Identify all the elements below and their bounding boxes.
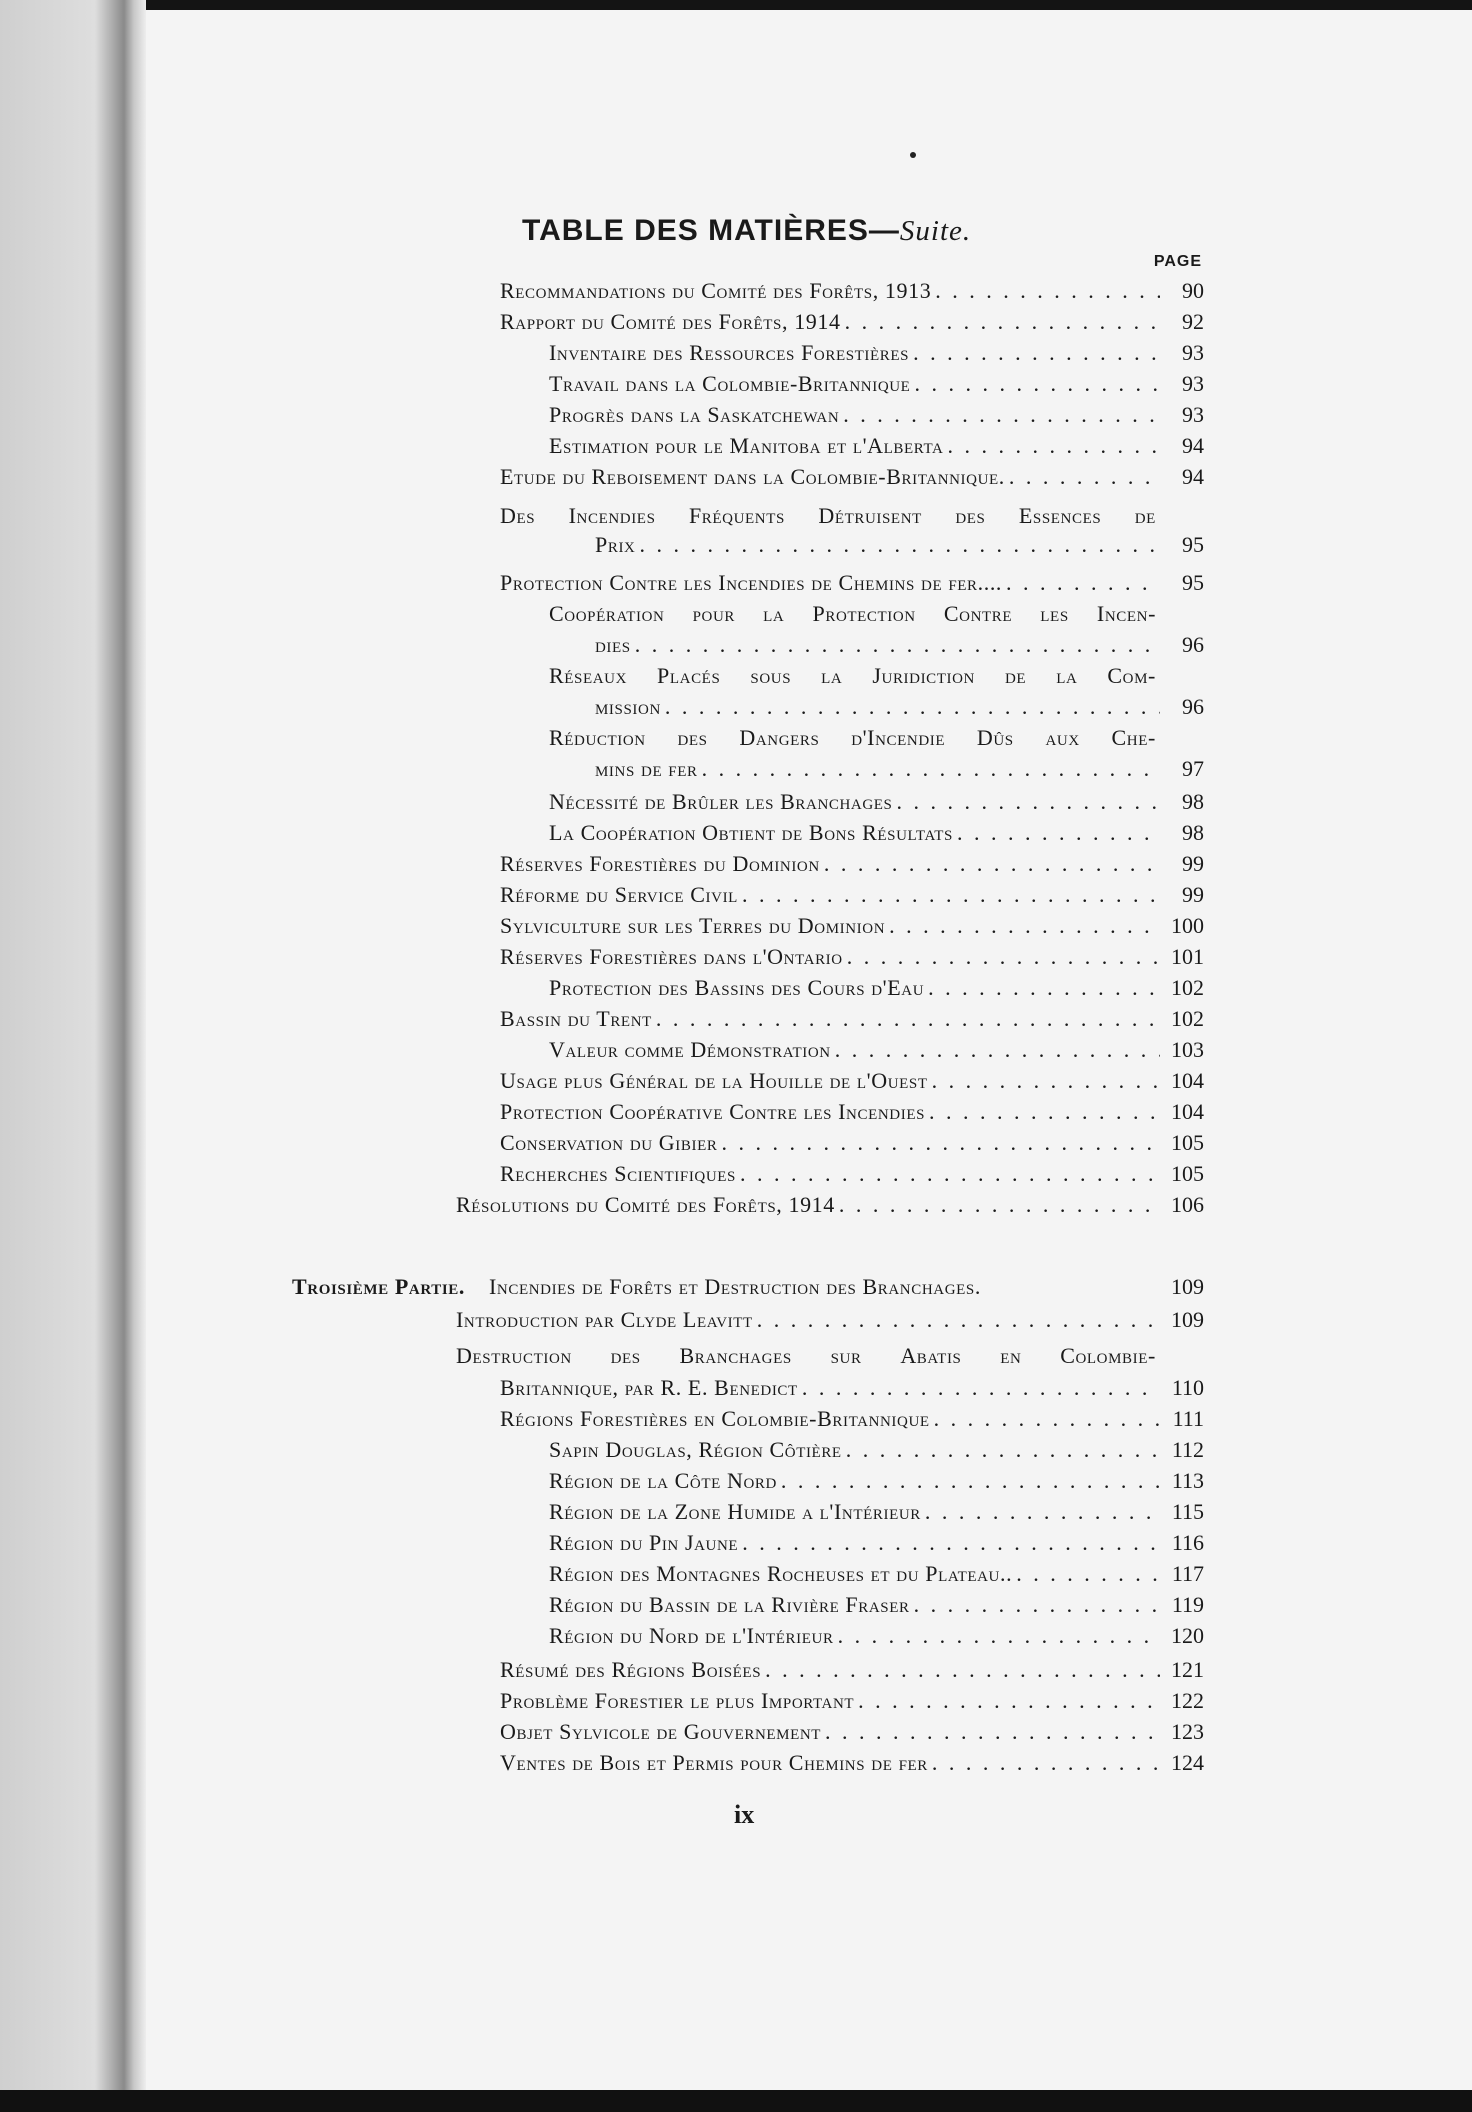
toc-entry-label: Britannique, par R. E. Benedict: [500, 1375, 798, 1400]
toc-entry-page: 96: [1182, 694, 1204, 719]
toc-entry-label: Réserves Forestières dans l'Ontario: [500, 944, 843, 969]
toc-entry[interactable]: [595, 754, 1204, 784]
toc-entry-label: Région de la Côte Nord: [549, 1468, 777, 1493]
toc-entry-label: Valeur comme Démonstration: [549, 1037, 831, 1062]
toc-entry[interactable]: [500, 1004, 1204, 1034]
toc-entry-page: 92: [1182, 309, 1204, 334]
toc-entry-page: 122: [1171, 1688, 1204, 1713]
toc-entry-label: Sapin Douglas, Région Côtière: [549, 1437, 842, 1462]
part-title: Incendies de Forêts et Destruction des Branchages.: [488, 1274, 981, 1299]
toc-entry-label: Région du Nord de l'Intérieur: [549, 1623, 834, 1648]
toc-entry[interactable]: [500, 568, 1204, 598]
toc-entry-label: Rapport du Comité des Forêts, 1914: [500, 309, 841, 334]
leader-dots: [656, 1004, 1160, 1034]
leader-dots: [740, 1159, 1160, 1189]
leader-dots: [847, 942, 1160, 972]
leader-dots: [889, 911, 1160, 941]
toc-entry-label: Progrès dans la Saskatchewan: [549, 402, 840, 427]
leader-dots: [639, 530, 1160, 560]
toc-entry[interactable]: [549, 787, 1204, 817]
leader-dots: [929, 1097, 1160, 1127]
toc-entry[interactable]: [549, 431, 1204, 461]
leader-dots: [925, 1497, 1160, 1527]
toc-entry[interactable]: [595, 692, 1204, 722]
toc-entry-label: Problème Forestier le plus Important: [500, 1688, 855, 1713]
toc-entry-first-line: Réseaux Placés sous la Juridiction de la Com-: [549, 663, 1156, 688]
leader-dots: [896, 787, 1160, 817]
toc-entry-page: 97: [1182, 756, 1204, 781]
toc-entry-label: Région des Montagnes Rocheuses et du Plateau..: [549, 1561, 1013, 1586]
leader-dots: [846, 1435, 1160, 1465]
toc-entry[interactable]: [500, 911, 1204, 941]
toc-entry[interactable]: [500, 462, 1204, 492]
toc-entry[interactable]: [500, 1717, 1204, 1747]
toc-entry-first-line: Réduction des Dangers d'Incendie Dûs aux Che-: [549, 725, 1156, 750]
leader-dots: [932, 1066, 1160, 1096]
toc-entry-page: 93: [1182, 371, 1204, 396]
toc-entry-label: Région du Bassin de la Rivière Fraser: [549, 1592, 910, 1617]
toc-entry-page: 90: [1182, 278, 1204, 303]
leader-dots: [913, 338, 1160, 368]
toc-entry-page: 98: [1182, 789, 1204, 814]
toc-entry-label: La Coopération Obtient de Bons Résultats: [549, 820, 953, 845]
toc-entry[interactable]: [549, 1466, 1204, 1496]
leader-dots: [845, 307, 1160, 337]
toc-entry-first-line: Destruction des Branchages sur Abatis en Colombie-: [456, 1343, 1156, 1368]
toc-entry-page: 113: [1171, 1468, 1204, 1493]
toc-entry-page: 102: [1171, 1006, 1204, 1031]
toc-entry-label: mission: [595, 694, 661, 719]
scan-top-edge: [0, 0, 1472, 10]
toc-entry[interactable]: [500, 1128, 1204, 1158]
leader-dots: [843, 400, 1160, 430]
leader-dots: [935, 276, 1160, 306]
toc-entry-page: 99: [1182, 851, 1204, 876]
toc-entry-label: Estimation pour le Manitoba et l'Alberta: [549, 433, 944, 458]
part-page: 109: [1171, 1274, 1204, 1299]
toc-entry[interactable]: [549, 1528, 1204, 1558]
ink-speck: [910, 152, 916, 158]
toc-entry[interactable]: [500, 1097, 1204, 1127]
part-label: Troisième Partie.: [292, 1274, 465, 1299]
part-heading[interactable]: [292, 1272, 1204, 1302]
toc-entry-page: 119: [1171, 1592, 1204, 1617]
toc-entry-page: 101: [1171, 944, 1204, 969]
toc-entry-page: 94: [1182, 464, 1204, 489]
toc-entry-label: Recommandations du Comité des Forêts, 1913: [500, 278, 932, 303]
toc-entry[interactable]: [549, 1435, 1204, 1465]
toc-entry-label: Protection Coopérative Contre les Incendies: [500, 1099, 926, 1124]
toc-entry[interactable]: [500, 1655, 1204, 1685]
leader-dots: [934, 1404, 1160, 1434]
toc-entry-page: 102: [1171, 975, 1204, 1000]
toc-entry-label: Réforme du Service Civil: [500, 882, 738, 907]
toc-entry-page: 104: [1171, 1068, 1204, 1093]
leader-dots: [825, 1717, 1160, 1747]
toc-entry-label: Prix: [595, 532, 636, 557]
leader-dots: [1009, 462, 1160, 492]
toc-entry[interactable]: [549, 338, 1204, 368]
toc-entry[interactable]: [549, 1621, 1204, 1651]
leader-dots: [765, 1655, 1160, 1685]
toc-entry-first-line: Coopération pour la Protection Contre les Incen-: [549, 601, 1156, 626]
title-suite: Suite.: [899, 215, 972, 247]
toc-entry[interactable]: [500, 1748, 1204, 1778]
toc-entry-page: 98: [1182, 820, 1204, 845]
leader-dots: [742, 880, 1160, 910]
leader-dots: [1006, 568, 1160, 598]
toc-entry-page: 95: [1182, 570, 1204, 595]
toc-entry-label: Inventaire des Ressources Forestières: [549, 340, 910, 365]
leader-dots: [914, 1590, 1160, 1620]
toc-entry-label: Bassin du Trent: [500, 1006, 652, 1031]
toc-entry-page: 93: [1182, 402, 1204, 427]
toc-entry-page: 121: [1171, 1657, 1204, 1682]
toc-entry-label: Réserves Forestières du Dominion: [500, 851, 820, 876]
toc-entry-page: 105: [1171, 1130, 1204, 1155]
leader-dots: [635, 630, 1160, 660]
toc-entry[interactable]: [500, 849, 1204, 879]
toc-entry[interactable]: [549, 1497, 1204, 1527]
leader-dots: [665, 692, 1160, 722]
toc-entry-label: Protection Contre les Incendies de Chemins de fer....: [500, 570, 1003, 595]
toc-entry[interactable]: [500, 307, 1204, 337]
leader-dots: [757, 1305, 1160, 1335]
toc-entry-label: Protection des Bassins des Cours d'Eau: [549, 975, 925, 1000]
toc-entry-label: Sylviculture sur les Terres du Dominion: [500, 913, 886, 938]
leader-dots: [702, 754, 1160, 784]
leader-dots: [839, 1190, 1160, 1220]
toc-entry-page: 100: [1171, 913, 1204, 938]
toc-entry-label: Travail dans la Colombie-Britannique: [549, 371, 911, 396]
toc-entry-label: Objet Sylvicole de Gouvernement: [500, 1719, 822, 1744]
leader-dots: [914, 369, 1160, 399]
leader-dots: [835, 1035, 1160, 1065]
toc-entry[interactable]: [500, 880, 1204, 910]
toc-entry-label: Régions Forestières en Colombie-Britannique: [500, 1406, 930, 1431]
toc-entry[interactable]: [595, 530, 1204, 560]
leader-dots: [928, 973, 1160, 1003]
toc-entry-page: 105: [1171, 1161, 1204, 1186]
toc-entry[interactable]: [549, 369, 1204, 399]
toc-entry-first-line: Des Incendies Fréquents Détruisent des Essences de: [500, 503, 1156, 528]
toc-entry-label: Usage plus Général de la Houille de l'Ouest: [500, 1068, 928, 1093]
toc-entry[interactable]: [500, 1373, 1204, 1403]
scan-bottom-edge: [0, 2090, 1472, 2112]
toc-entry-label: Nécessité de Brûler les Branchages: [549, 789, 893, 814]
toc-entry[interactable]: [500, 1066, 1204, 1096]
toc-entry[interactable]: [549, 973, 1204, 1003]
toc-entry-page: 123: [1171, 1719, 1204, 1744]
leader-dots: [721, 1128, 1160, 1158]
toc-entry[interactable]: [549, 1559, 1204, 1589]
toc-entry[interactable]: [549, 818, 1204, 848]
leader-dots: [802, 1373, 1160, 1403]
leader-dots: [957, 818, 1160, 848]
page-column-header: PAGE: [1153, 253, 1202, 270]
leader-dots: [742, 1528, 1160, 1558]
page-title: [522, 214, 971, 248]
toc-entry-page: 93: [1182, 340, 1204, 365]
toc-entry-page: 99: [1182, 882, 1204, 907]
toc-entry-page: 95: [1182, 532, 1204, 557]
title-dash: —: [868, 214, 900, 247]
leader-dots: [932, 1748, 1160, 1778]
toc-entry-page: 110: [1171, 1375, 1204, 1400]
leader-dots: [781, 1466, 1160, 1496]
page-folio: ix: [734, 1800, 755, 1829]
toc-entry-label: Recherches Scientifiques: [500, 1161, 736, 1186]
toc-entry-label: Région de la Zone Humide a l'Intérieur: [549, 1499, 921, 1524]
toc-entry-page: 103: [1171, 1037, 1204, 1062]
toc-entry-label: Conservation du Gibier: [500, 1130, 718, 1155]
toc-entry[interactable]: [456, 1305, 1204, 1335]
toc-entry-page: 106: [1171, 1192, 1204, 1217]
toc-entry-label: Introduction par Clyde Leavitt: [456, 1307, 753, 1332]
toc-entry[interactable]: [549, 1035, 1204, 1065]
toc-entry-page: 120: [1171, 1623, 1204, 1648]
title-main: TABLE DES MATIÈRES: [522, 214, 869, 247]
toc-entry-page: 109: [1171, 1307, 1204, 1332]
toc-entry-label: dies: [595, 632, 631, 657]
toc-entry-page: 116: [1171, 1530, 1204, 1555]
toc-entry[interactable]: [549, 400, 1204, 430]
toc-entry[interactable]: [500, 276, 1204, 306]
toc-entry-page: 96: [1182, 632, 1204, 657]
toc-entry-page: 112: [1171, 1437, 1204, 1462]
toc-entry-page: 94: [1182, 433, 1204, 458]
toc-entry-page: 124: [1171, 1750, 1204, 1775]
toc-entry[interactable]: [500, 942, 1204, 972]
toc-entry-label: Résumé des Régions Boisées: [500, 1657, 762, 1682]
leader-dots: [838, 1621, 1160, 1651]
page-binding-gutter: [0, 0, 146, 2112]
toc-entry[interactable]: [595, 630, 1204, 660]
toc-entry-label: mins de fer: [595, 756, 698, 781]
toc-entry[interactable]: [456, 1190, 1204, 1220]
toc-entry-label: Etude du Reboisement dans la Colombie-Britannique.: [500, 464, 1005, 489]
toc-entry-label: Région du Pin Jaune: [549, 1530, 739, 1555]
toc-entry[interactable]: [500, 1159, 1204, 1189]
toc-entry-page: 115: [1171, 1499, 1204, 1524]
toc-entry[interactable]: [549, 1590, 1204, 1620]
toc-entry-label: Ventes de Bois et Permis pour Chemins de fer: [500, 1750, 928, 1775]
toc-entry-page: 117: [1171, 1561, 1204, 1586]
leader-dots: [858, 1686, 1160, 1716]
leader-dots: [824, 849, 1160, 879]
toc-entry-page: 111: [1172, 1406, 1204, 1431]
toc-entry[interactable]: [500, 1404, 1204, 1434]
leader-dots: [947, 431, 1160, 461]
toc-entry-page: 104: [1171, 1099, 1204, 1124]
toc-entry[interactable]: [500, 1686, 1204, 1716]
toc-entry-label: Résolutions du Comité des Forêts, 1914: [456, 1192, 835, 1217]
leader-dots: [1016, 1559, 1160, 1589]
